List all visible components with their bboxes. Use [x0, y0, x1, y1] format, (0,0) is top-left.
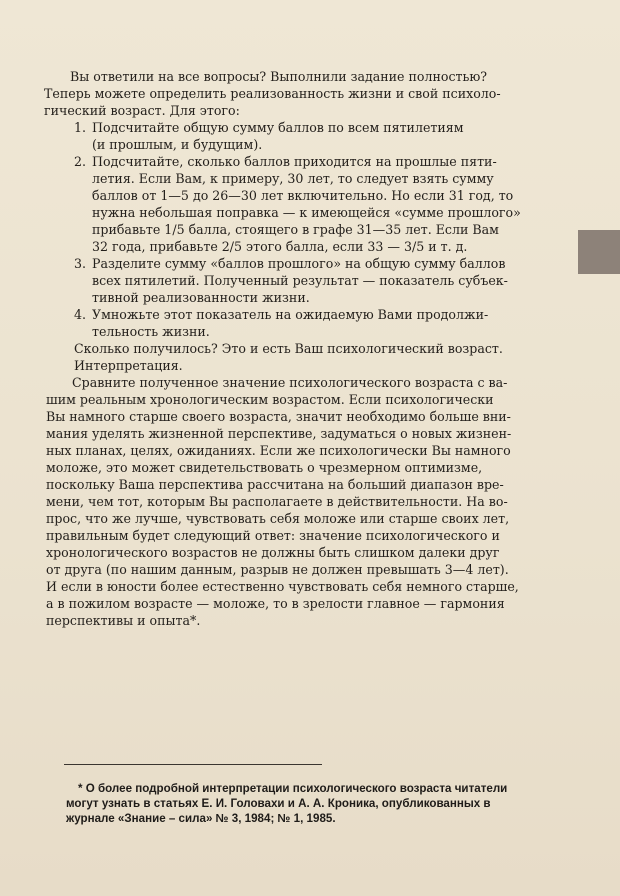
- text-line: от друга (по нашим данным, разрыв не должен превышать 3—4 лет).: [46, 562, 509, 577]
- text-line: а в пожилом возрасте — моложе, то в зрелости главное — гармония: [46, 596, 505, 611]
- step-number: 3.: [74, 256, 87, 271]
- step-line: всех пятилетий. Полученный результат — показатель субъек-: [92, 273, 508, 288]
- text-line: перспективы и опыта*.: [46, 613, 201, 628]
- step-line: Разделите сумму «баллов прошлого» на общую сумму баллов: [92, 256, 506, 271]
- text-line: правильным будет следующий ответ: значение психологического и: [46, 528, 500, 543]
- step-line: Подсчитайте общую сумму баллов по всем пятилетиям: [92, 120, 464, 135]
- step-line: баллов от 1—5 до 26—30 лет включительно. Но если 31 год, то: [92, 188, 514, 203]
- footnote-line: * О более подробной интерпретации психологического возраста читатели: [78, 782, 508, 795]
- text-line: шим реальным хронологическим возрастом. Если психологически: [46, 392, 494, 407]
- instruction-steps: [74, 119, 566, 340]
- step-2: [74, 153, 566, 255]
- footnote: [66, 781, 566, 826]
- step-line: прибавьте 1/5 балла, стоящего в графе 31—35 лет. Если Вам: [92, 222, 499, 237]
- text-line: мени, чем тот, которым Вы располагаете в действительности. На во-: [46, 494, 508, 509]
- footnote-divider: [64, 764, 322, 765]
- text-line: Вы намного старше своего возраста, значит необходимо больше вни-: [46, 409, 511, 424]
- step-line: 32 года, прибавьте 2/5 этого балла, если 33 — 3/5 и т. д.: [92, 239, 468, 254]
- page-edge-tab: [578, 230, 620, 274]
- intro-line-1: Вы ответили на все вопросы? Выполнили задание полностью?: [70, 69, 488, 84]
- step-4: [74, 306, 566, 340]
- intro-line-3: гический возраст. Для этого:: [44, 103, 240, 118]
- result-question: Сколько получилось? Это и есть Ваш психологический возраст.: [74, 341, 503, 356]
- text-line: Сравните полученное значение психологического возраста с ва-: [72, 375, 508, 390]
- step-1: [74, 119, 566, 153]
- step-line: тельность жизни.: [92, 324, 210, 339]
- step-line: (и прошлым, и будущим).: [92, 137, 263, 152]
- text-line: И если в юности более естественно чувствовать себя немного старше,: [46, 579, 519, 594]
- text-line: хронологического возрастов не должны быть слишком далеки друг: [46, 545, 500, 560]
- intro-line-2: Теперь можете определить реализованность жизни и свой психоло-: [44, 86, 501, 101]
- step-3: [74, 255, 566, 306]
- footnote-line: могут узнать в статьях Е. И. Головахи и А. А. Кроника, опубликованных в: [66, 797, 491, 810]
- text-line: поскольку Ваша перспектива рассчитана на больший диапазон вре-: [46, 477, 504, 492]
- step-line: нужна небольшая поправка — к имеющейся «сумме прошлого»: [92, 205, 521, 220]
- step-number: 2.: [74, 154, 87, 169]
- step-number: 4.: [74, 307, 87, 322]
- step-line: Подсчитайте, сколько баллов приходится на прошлые пяти-: [92, 154, 497, 169]
- step-number: 1.: [74, 120, 87, 135]
- step-line: Умножьте этот показатель на ожидаемую Вами продолжи-: [92, 307, 489, 322]
- step-line: тивной реализованности жизни.: [92, 290, 310, 305]
- text-line: прос, что же лучше, чувствовать себя моложе или старше своих лет,: [46, 511, 510, 526]
- text-line: ных планах, целях, ожиданиях. Если же психологически Вы намного: [46, 443, 511, 458]
- main-text: [44, 68, 566, 629]
- text-line: моложе, это может свидетельствовать о чрезмерном оптимизме,: [46, 460, 483, 475]
- text-line: мания уделять жизненной перспективе, задуматься о новых жизнен-: [46, 426, 512, 441]
- interpretation-paragraph: [46, 374, 566, 629]
- step-line: летия. Если Вам, к примеру, 30 лет, то следует взять сумму: [92, 171, 494, 186]
- footnote-line: журнале «Знание – сила» № 3, 1984; № 1, 1985.: [66, 812, 336, 825]
- section-heading: Интерпретация.: [74, 358, 183, 373]
